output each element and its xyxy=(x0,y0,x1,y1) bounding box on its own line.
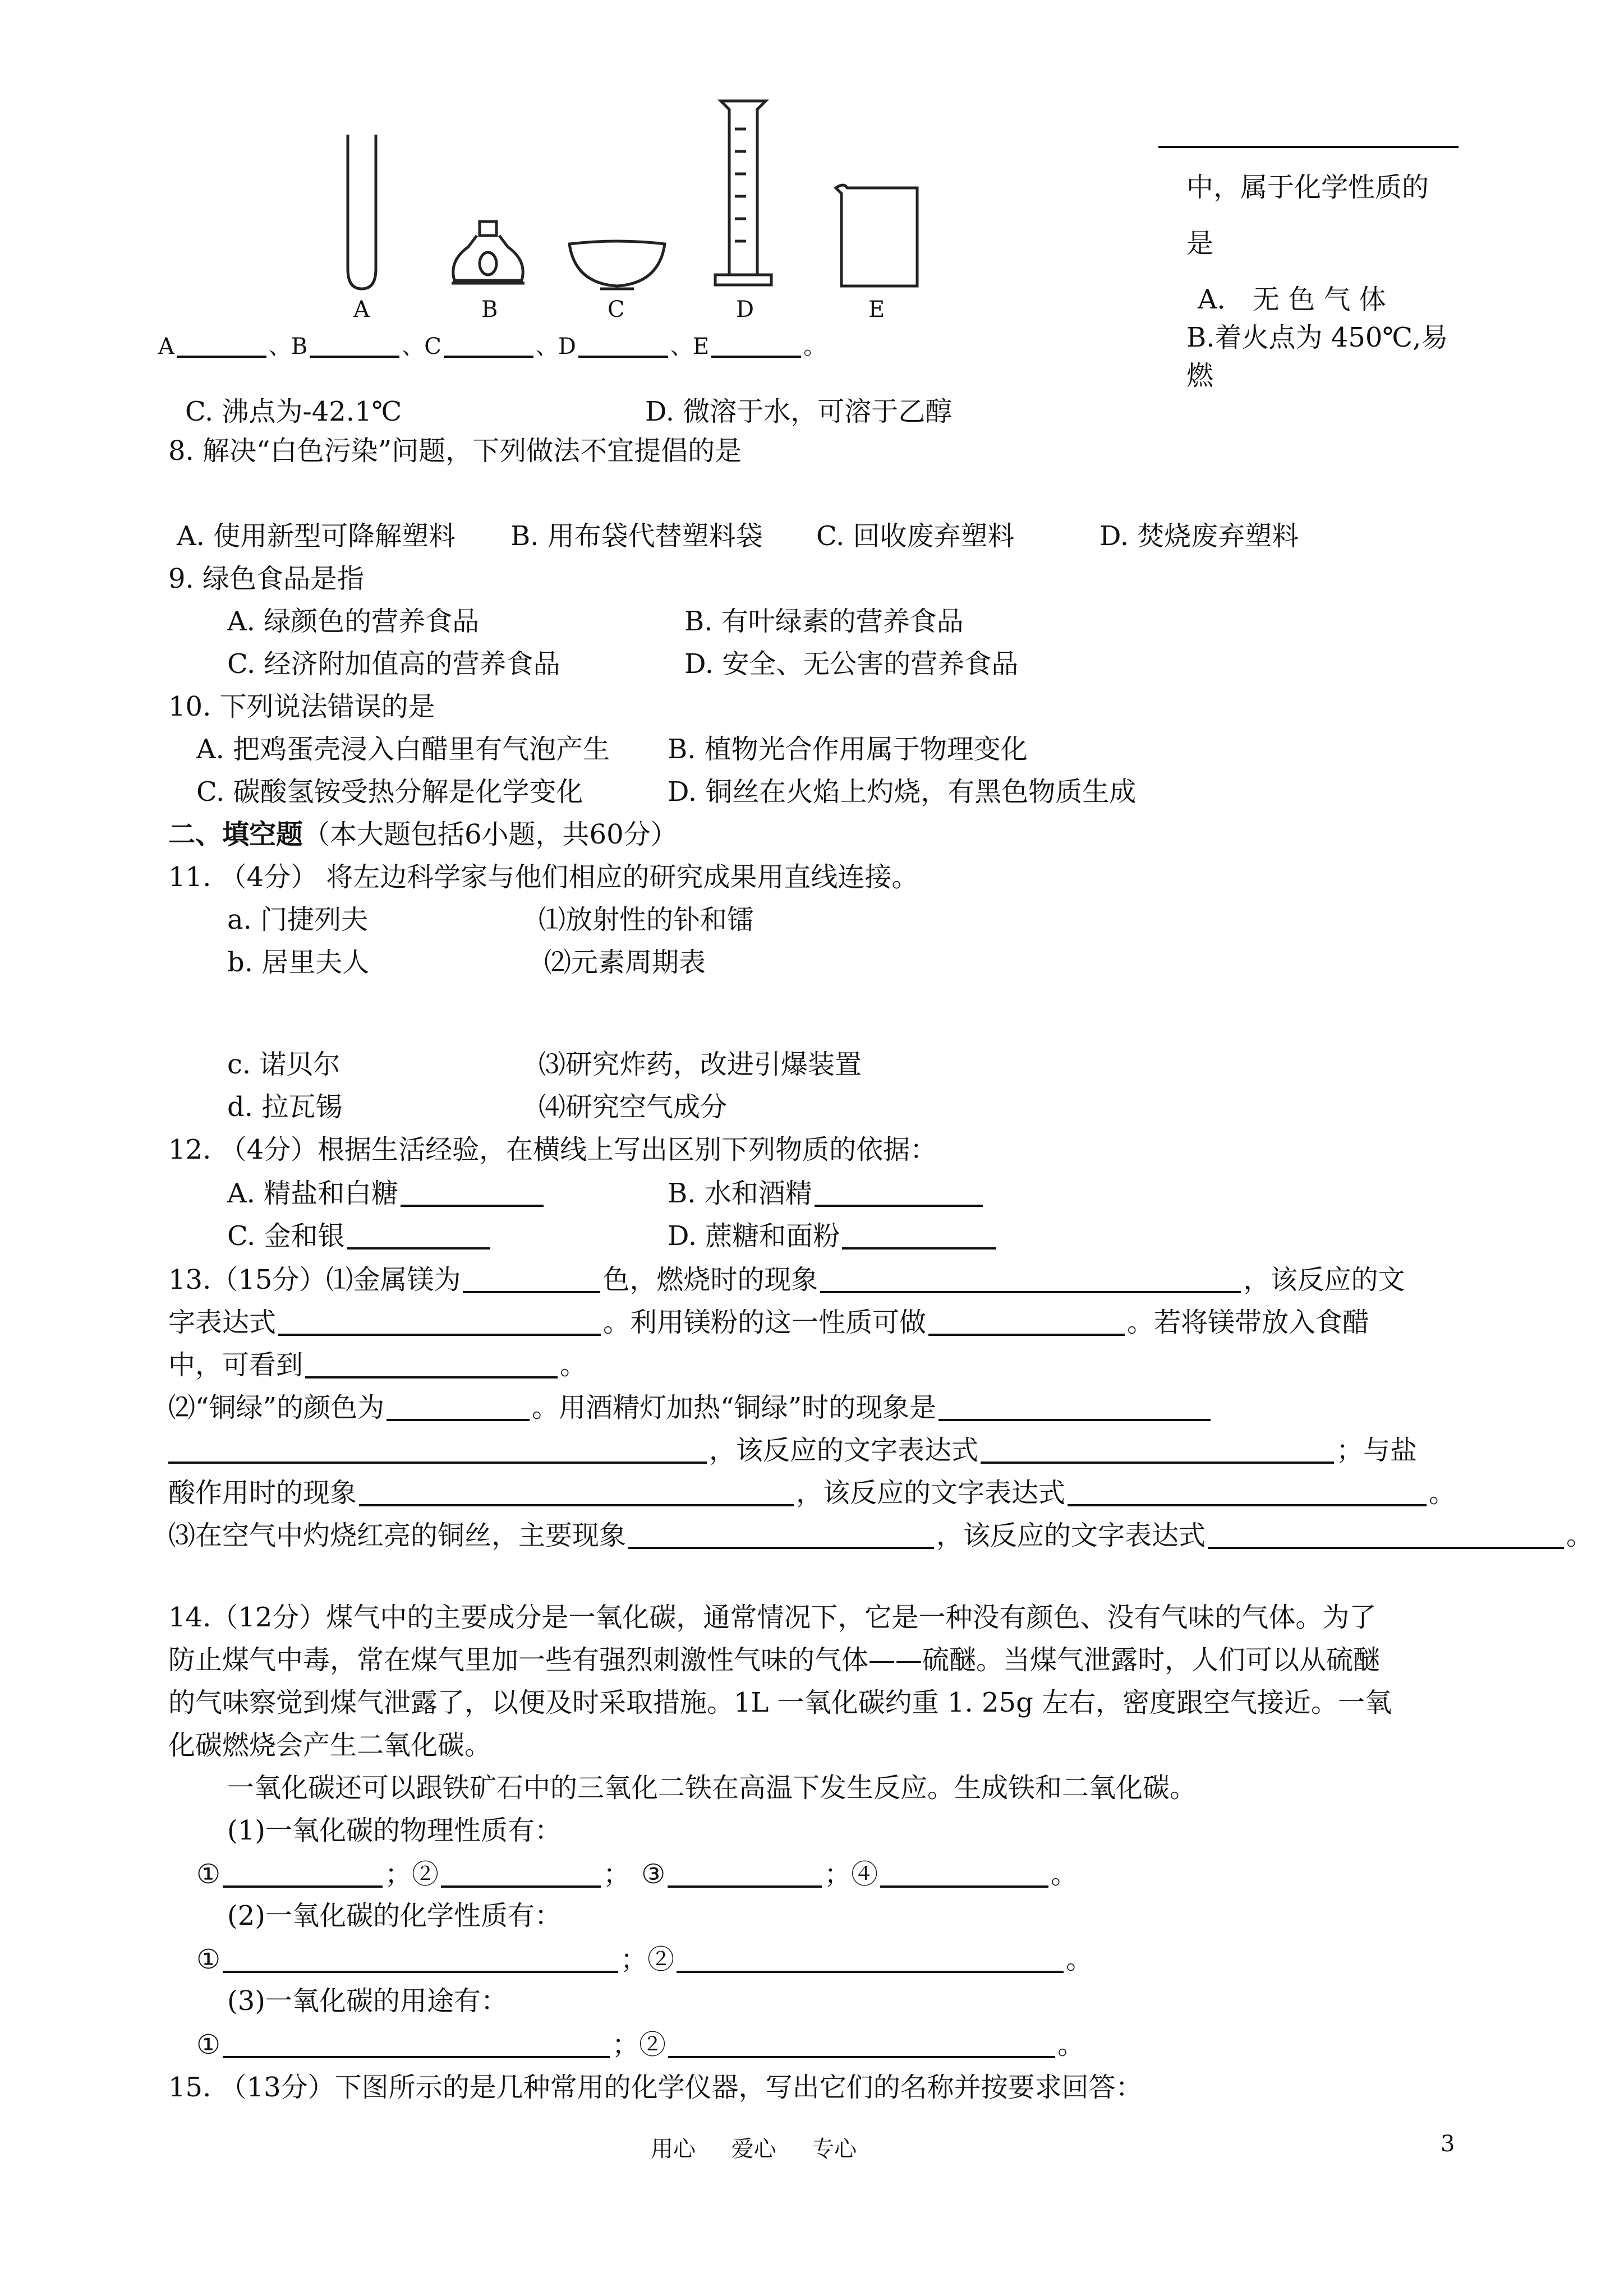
side-option-a: A． 无 色 气 体 xyxy=(1198,284,1386,315)
q13-blank-expression[interactable] xyxy=(278,1308,601,1336)
q13-l1c: ，该反应的文 xyxy=(1243,1264,1405,1295)
q9-option-a: A. 绿颜色的营养食品 xyxy=(227,606,480,637)
sep: ； xyxy=(603,1859,631,1890)
q13-l2c: 。若将镁带放入食醋 xyxy=(1127,1307,1370,1338)
q14-sub-2: (2)一氧化碳的化学性质有： xyxy=(227,1900,562,1931)
page-footer: 用心 爱心 专心 xyxy=(651,2136,857,2162)
blank-label-e: E xyxy=(692,334,710,359)
answer-blank-a[interactable] xyxy=(177,330,266,358)
q11-right-3[interactable]: ⑶研究炸药，改进引爆装置 xyxy=(539,1049,862,1080)
graduated-cylinder-drawing xyxy=(710,95,777,289)
q13-line-5 xyxy=(168,1436,1417,1464)
q12-blank-a[interactable] xyxy=(401,1179,544,1207)
q13-l7a: ⑶在空气中灼烧红亮的铜丝，主要现象 xyxy=(168,1520,627,1551)
q8-option-a: A. 使用新型可降解塑料 xyxy=(177,520,456,552)
q13-blank-heating-cont[interactable] xyxy=(168,1436,707,1464)
q14-paragraph-5: 一氧化碳还可以跟铁矿石中的三氧化二铁在高温下发生反应。生成铁和二氧化碳。 xyxy=(227,1772,1197,1804)
blank-label-b: B xyxy=(291,334,308,359)
side-option-b: B.着火点为 450℃,易 xyxy=(1186,322,1448,353)
blank-label-a: A xyxy=(158,334,174,359)
beaker-drawing xyxy=(830,179,926,292)
q9-option-d: D. 安全、无公害的营养食品 xyxy=(684,648,1019,680)
q14-sub-1-answers xyxy=(196,1860,1078,1888)
apparatus-label-c: C xyxy=(608,297,625,322)
q13-l2b: 。利用镁粉的这一性质可做 xyxy=(603,1307,927,1338)
q13-l7b: ，该反应的文字表达式 xyxy=(936,1520,1206,1551)
q10-option-a: A. 把鸡蛋壳浸入白醋里有气泡产生 xyxy=(196,734,610,765)
answer-blank-e[interactable] xyxy=(711,330,801,358)
sep: ； xyxy=(824,1859,852,1890)
q15-stem: 15. （13分）下图所示的是几种常用的化学仪器，写出它们的名称并按要求回答： xyxy=(168,2072,1143,2103)
apparatus-end: 。 xyxy=(803,334,826,359)
q11-left-d[interactable]: d. 拉瓦锡 xyxy=(227,1091,343,1123)
q14-use-1[interactable] xyxy=(223,2030,610,2058)
q12-blank-b[interactable] xyxy=(815,1179,983,1207)
alcohol-lamp-drawing xyxy=(446,216,530,292)
blank-label-d: D xyxy=(558,334,576,359)
q14-paragraph-1: 14.（12分）煤气中的主要成分是一氧化碳，通常情况下，它是一种没有颜色、没有气味的气体。为了 xyxy=(168,1602,1377,1633)
q7-option-c: C. 沸点为-42.1℃ xyxy=(185,396,402,427)
q13-blank-verdigris-color[interactable] xyxy=(387,1393,530,1421)
mark-1: ① xyxy=(196,1859,221,1890)
q8-option-c: C. 回收废弃塑料 xyxy=(816,520,1015,552)
q13-l2a: 字表达式 xyxy=(168,1307,277,1338)
q13-line-6 xyxy=(168,1477,1456,1509)
q14-physical-4[interactable] xyxy=(880,1860,1048,1888)
q13-l5a: ，该反应的文字表达式 xyxy=(709,1435,979,1466)
q14-chemical-1[interactable] xyxy=(223,1945,618,1973)
q11-right-4[interactable]: ⑷研究空气成分 xyxy=(539,1091,728,1123)
q13-l6a: 酸作用时的现象 xyxy=(168,1477,357,1509)
q11-left-c[interactable]: c. 诺贝尔 xyxy=(227,1049,341,1080)
q10-option-b: B. 植物光合作用属于物理变化 xyxy=(668,734,1028,765)
q12-item-c-label: C. 金和银 xyxy=(227,1220,345,1252)
q7-option-d: D. 微溶于水，可溶于乙醇 xyxy=(645,396,953,427)
q13-blank-copper-expression[interactable] xyxy=(1208,1521,1564,1549)
mark-2: ② xyxy=(647,1944,675,1975)
q11-right-2[interactable]: ⑵元素周期表 xyxy=(544,947,706,978)
section-2-heading xyxy=(168,821,678,848)
q13-line-4 xyxy=(168,1393,1213,1421)
apparatus-label-d: D xyxy=(736,297,755,322)
q12-item-a xyxy=(227,1179,546,1207)
q13-blank-vinegar[interactable] xyxy=(305,1350,558,1378)
q14-paragraph-2: 防止煤气中毒，常在煤气里加一些有强烈刺激性气味的气体——硫醚。当煤气泄露时，人们可以从硫醚 xyxy=(168,1644,1381,1676)
q13-l1a: 13.（15分）⑴金属镁为 xyxy=(168,1264,461,1295)
q13-line-3 xyxy=(168,1349,587,1381)
q14-physical-1[interactable] xyxy=(223,1860,383,1888)
test-tube-drawing xyxy=(342,129,381,292)
q9-option-c: C. 经济附加值高的营养食品 xyxy=(227,648,560,680)
q13-blank-color[interactable] xyxy=(463,1265,600,1293)
q13-l3b: 。 xyxy=(560,1349,587,1381)
page-number: 3 xyxy=(1441,2131,1455,2157)
q14-paragraph-4: 化碳燃烧会产生二氧化碳。 xyxy=(168,1730,492,1761)
q13-blank-heating[interactable] xyxy=(938,1393,1211,1421)
section-2-note: （本大题包括6小题，共60分） xyxy=(303,819,678,850)
q12-stem: 12. （4分）根据生活经验，在横线上写出区别下列物质的依据： xyxy=(168,1134,937,1165)
q11-left-a[interactable]: a. 门捷列夫 xyxy=(227,904,369,935)
q14-physical-3[interactable] xyxy=(668,1860,822,1888)
end: 。 xyxy=(1066,1944,1093,1975)
q13-blank-use[interactable] xyxy=(928,1308,1125,1336)
q14-use-2[interactable] xyxy=(668,2030,1055,2058)
sep: ； xyxy=(385,1859,412,1890)
apparatus-label-b: B xyxy=(481,297,498,322)
side-answer-line xyxy=(1158,146,1459,148)
q11-stem: 11. （4分） 将左边科学家与他们相应的研究成果用直线连接。 xyxy=(168,861,919,893)
sep: ； xyxy=(612,2029,640,2060)
q14-paragraph-3: 的气味察觉到煤气泄露了，以便及时采取措施。1L 一氧化碳约重 1. 25g 左右，密度跟空气接近。一氧 xyxy=(168,1687,1392,1718)
answer-blank-d[interactable] xyxy=(578,330,668,358)
q13-l6c: 。 xyxy=(1429,1477,1456,1509)
apparatus-label-a: A xyxy=(353,297,370,322)
q13-blank-acid[interactable] xyxy=(359,1478,794,1506)
side-text-1: 中，属于化学性质的 xyxy=(1186,172,1429,203)
q13-line-1 xyxy=(168,1265,1405,1293)
mark-2: ② xyxy=(412,1859,439,1890)
q14-sub-2-answers xyxy=(196,1945,1093,1973)
q13-l7c: 。 xyxy=(1566,1520,1594,1551)
q12-item-d xyxy=(668,1221,999,1250)
end: 。 xyxy=(1057,2029,1085,2060)
q8-stem: 8. 解决“白色污染”问题，下列做法不宜提倡的是 xyxy=(168,435,742,467)
q13-l5b: ；与盐 xyxy=(1336,1435,1418,1466)
blank-label-c: C xyxy=(424,334,441,359)
q13-l4b: 。用酒精灯加热“铜绿”时的现象是 xyxy=(532,1392,937,1423)
apparatus-answer-row: A 、B 、C 、D 、E 。 xyxy=(158,330,826,358)
q14-sub-3-answers xyxy=(196,2030,1084,2058)
q13-line-7 xyxy=(168,1521,1593,1549)
mark-4: ④ xyxy=(851,1859,878,1890)
q12-item-b-label: B. 水和酒精 xyxy=(668,1178,812,1209)
answer-blank-c[interactable] xyxy=(444,330,533,358)
mark-1: ① xyxy=(196,1944,221,1975)
q12-item-c xyxy=(227,1221,493,1250)
answer-blank-b[interactable] xyxy=(310,330,399,358)
q13-l6b: ，该反应的文字表达式 xyxy=(796,1477,1066,1509)
side-option-b-cont: 燃 xyxy=(1186,360,1214,391)
q10-option-c: C. 碳酸氢铵受热分解是化学变化 xyxy=(196,776,583,808)
q10-option-d: D. 铜丝在火焰上灼烧，有黑色物质生成 xyxy=(668,776,1137,808)
q13-blank-copper[interactable] xyxy=(628,1521,934,1549)
q14-physical-2[interactable] xyxy=(441,1860,601,1888)
q8-option-d: D. 焚烧废弃塑料 xyxy=(1099,520,1299,552)
q11-right-1[interactable]: ⑴放射性的钋和镭 xyxy=(539,904,755,935)
q12-item-a-label: A. 精盐和白糖 xyxy=(227,1178,399,1209)
q12-blank-d[interactable] xyxy=(842,1221,996,1250)
q13-line-2 xyxy=(168,1308,1369,1336)
q11-left-b[interactable]: b. 居里夫人 xyxy=(227,947,370,978)
q12-item-b xyxy=(668,1179,985,1207)
q13-l3a: 中，可看到 xyxy=(168,1349,303,1381)
mark-2: ② xyxy=(639,2029,666,2060)
q14-sub-3: (3)一氧化碳的用途有： xyxy=(227,1985,508,2017)
q14-sub-1: (1)一氧化碳的物理性质有： xyxy=(227,1815,562,1846)
q13-blank-phenomenon[interactable] xyxy=(820,1265,1241,1293)
end: 。 xyxy=(1051,1859,1078,1890)
q13-blank-heating-expression[interactable] xyxy=(981,1436,1334,1464)
section-2-title: 二、填空题 xyxy=(168,819,303,850)
q14-chemical-2[interactable] xyxy=(677,1945,1064,1973)
mark-3: ③ xyxy=(641,1859,666,1890)
q9-stem: 9. 绿色食品是指 xyxy=(168,563,365,594)
q10-stem: 10. 下列说法错误的是 xyxy=(168,691,435,722)
apparatus-label-e: E xyxy=(868,297,885,322)
q12-item-d-label: D. 蔗糖和面粉 xyxy=(668,1220,840,1252)
q13-l4a: ⑵“铜绿”的颜色为 xyxy=(168,1392,385,1423)
q13-blank-acid-expression[interactable] xyxy=(1068,1478,1427,1506)
q9-option-b: B. 有叶绿素的营养食品 xyxy=(684,606,964,637)
q12-blank-c[interactable] xyxy=(347,1221,490,1250)
sep: ； xyxy=(620,1944,648,1975)
mark-1: ① xyxy=(196,2029,221,2060)
q13-l1b: 色，燃烧时的现象 xyxy=(602,1264,818,1295)
q8-option-b: B. 用布袋代替塑料袋 xyxy=(510,520,763,552)
side-text-2: 是 xyxy=(1186,228,1214,259)
evaporating-dish-drawing xyxy=(567,236,668,292)
